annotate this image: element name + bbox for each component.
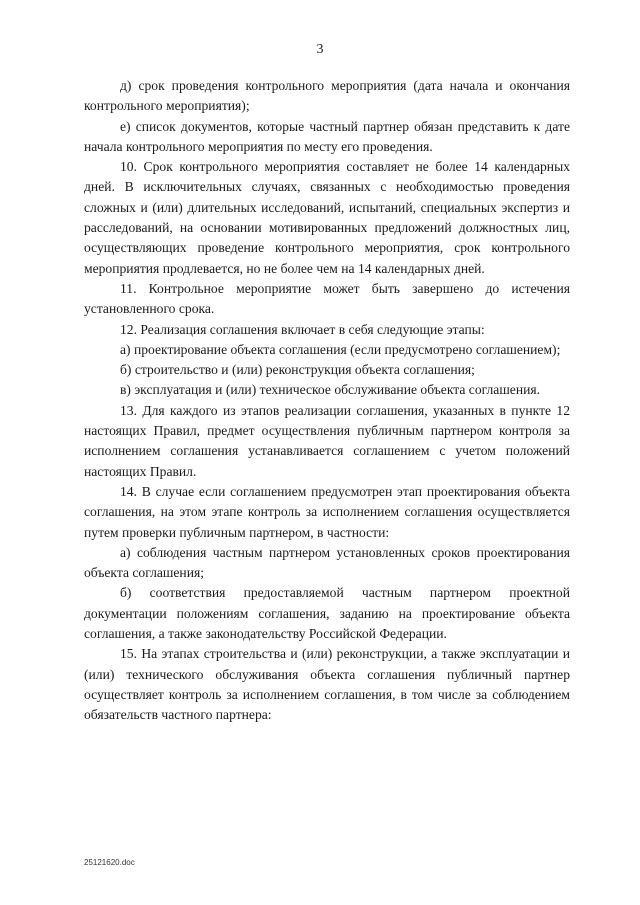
paragraph-item-e: е) список документов, которые частный партнер обязан представить к дате начала контрольного мероприятия по месту его проведения. [84, 118, 570, 154]
file-name-footer: 25121620.doc [84, 858, 135, 867]
paragraph-item-d: д) срок проведения контрольного мероприятия (дата начала и окончания контрольного мероприятия); [84, 78, 570, 114]
paragraph-12: 12. Реализация соглашения включает в себя следующие этапы: [120, 321, 485, 337]
paragraph-12-b: б) строительство и (или) реконструкция объекта соглашения; [120, 362, 475, 378]
paragraph-14-b: б) соответствия предоставляемой частным партнером проектной документации положениям соглашения, заданию на проектирование объекта соглашения, а также законодательству Российской Федерации. [84, 585, 570, 642]
paragraph-15: 15. На этапах строительства и (или) реконструкции, а также эксплуатации и (или) технического обслуживания объекта соглашения публичный партнер осуществляет контроль за исполнением соглашения, в том числе за соблюдением обязательств частного партнера: [84, 646, 570, 723]
paragraph-13: 13. Для каждого из этапов реализации соглашения, указанных в пункте 12 настоящих Правил, предмет осуществления публичным партнером контроля за исполнением соглашения устанавливается соглашением с учетом положений настоящих Правил. [84, 402, 570, 479]
paragraph-14-a: а) соблюдения частным партнером установленных сроков проектирования объекта соглашения; [84, 544, 570, 581]
paragraph-12-a: а) проектирование объекта соглашения (если предусмотрено соглашением); [120, 341, 561, 357]
paragraph-11: 11. Контрольное мероприятие может быть завершено до истечения установленного срока. [84, 280, 570, 317]
page-number: 3 [316, 42, 324, 57]
paragraph-10: 10. Срок контрольного мероприятия составляет не более 14 календарных дней. В исключительных случаях, связанных с необходимостью проведения сложных и (или) длительных исследований, испытаний, специальных экспертиз и расследований, на основании мотивированных предложений должностных лиц, осуществляющих проведение контрольного мероприятия, срок контрольного мероприятия продлевается, но не более чем на 14 календарных дней. [84, 159, 570, 276]
paragraph-12-v: в) эксплуатация и (или) техническое обслуживание объекта соглашения. [120, 382, 541, 398]
document-body [84, 76, 570, 726]
paragraph-14: 14. В случае если соглашением предусмотрен этап проектирования объекта соглашения, на этом этапе контроль за исполнением соглашения осуществляется путем проверки публичным партнером, в частности: [84, 483, 570, 540]
